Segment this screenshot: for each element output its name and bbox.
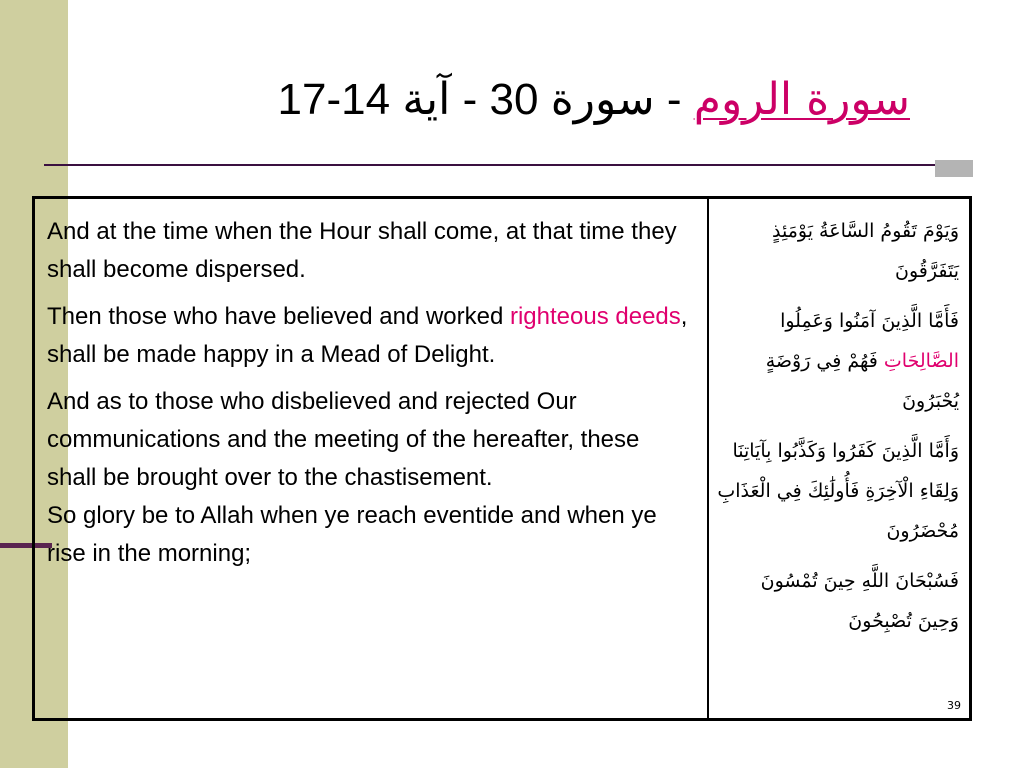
ayah-word: آية xyxy=(402,74,451,125)
ayah-range: 14-17 xyxy=(277,75,391,124)
page-number: 39 xyxy=(947,699,961,712)
english-translation-cell xyxy=(35,199,709,718)
highlight-righteous-deeds: righteous deeds xyxy=(509,303,681,330)
title-separator: - xyxy=(654,75,694,124)
english-verse-15-end: , shall be made happy in a Mead of Delight. xyxy=(47,303,688,368)
slide-title xyxy=(120,60,910,140)
arabic-verse-15 xyxy=(715,301,959,421)
highlight-salihat: الصَّالِحَاتِ xyxy=(883,350,959,372)
surah-number: 30 xyxy=(489,75,539,124)
english-verse-17: So glory be to Allah when ye reach eventide and when ye rise in the morning; xyxy=(47,502,657,567)
arabic-verse-16: وَأَمَّا الَّذِينَ كَفَرُوا وَكَذَّبُوا بِآيَاتِنَا وَلِقَاءِ الْآخِرَةِ فَأُولَٰئِكَ فِي الْعَذَابِ مُحْضَرُونَ xyxy=(717,440,959,542)
english-verse-15-start: Then those who have believed and worked xyxy=(47,303,510,330)
english-verse-16: And as to those who disbelieved and rejected Our communications and the meeting of the hereafter, these shall be brought over to the chastisement. xyxy=(47,388,640,491)
arabic-verse-14: وَيَوْمَ تَقُومُ السَّاعَةُ يَوْمَئِذٍ يَتَفَرَّقُونَ xyxy=(772,220,959,282)
arabic-verse-15-end: فَهُمْ فِي رَوْضَةٍ يُحْبَرُونَ xyxy=(765,350,959,412)
arabic-verse-17: فَسُبْحَانَ اللَّهِ حِينَ تُمْسُونَ وَحِينَ تُصْبِحُونَ xyxy=(760,570,959,632)
arabic-text-cell xyxy=(709,199,969,718)
arabic-verse-15-start: فَأَمَّا الَّذِينَ آمَنُوا وَعَمِلُوا xyxy=(780,310,959,332)
title-divider xyxy=(44,164,939,166)
title-separator-2: - xyxy=(450,75,490,124)
title-divider-accent xyxy=(935,160,973,177)
surah-word: سورة xyxy=(550,74,655,125)
english-verse-14: And at the time when the Hour shall come, at that time they shall become dispersed. xyxy=(47,218,677,283)
verse-table xyxy=(32,196,972,721)
english-verse-15 xyxy=(47,298,695,374)
surah-name-link[interactable]: سورة الروم xyxy=(693,74,910,125)
